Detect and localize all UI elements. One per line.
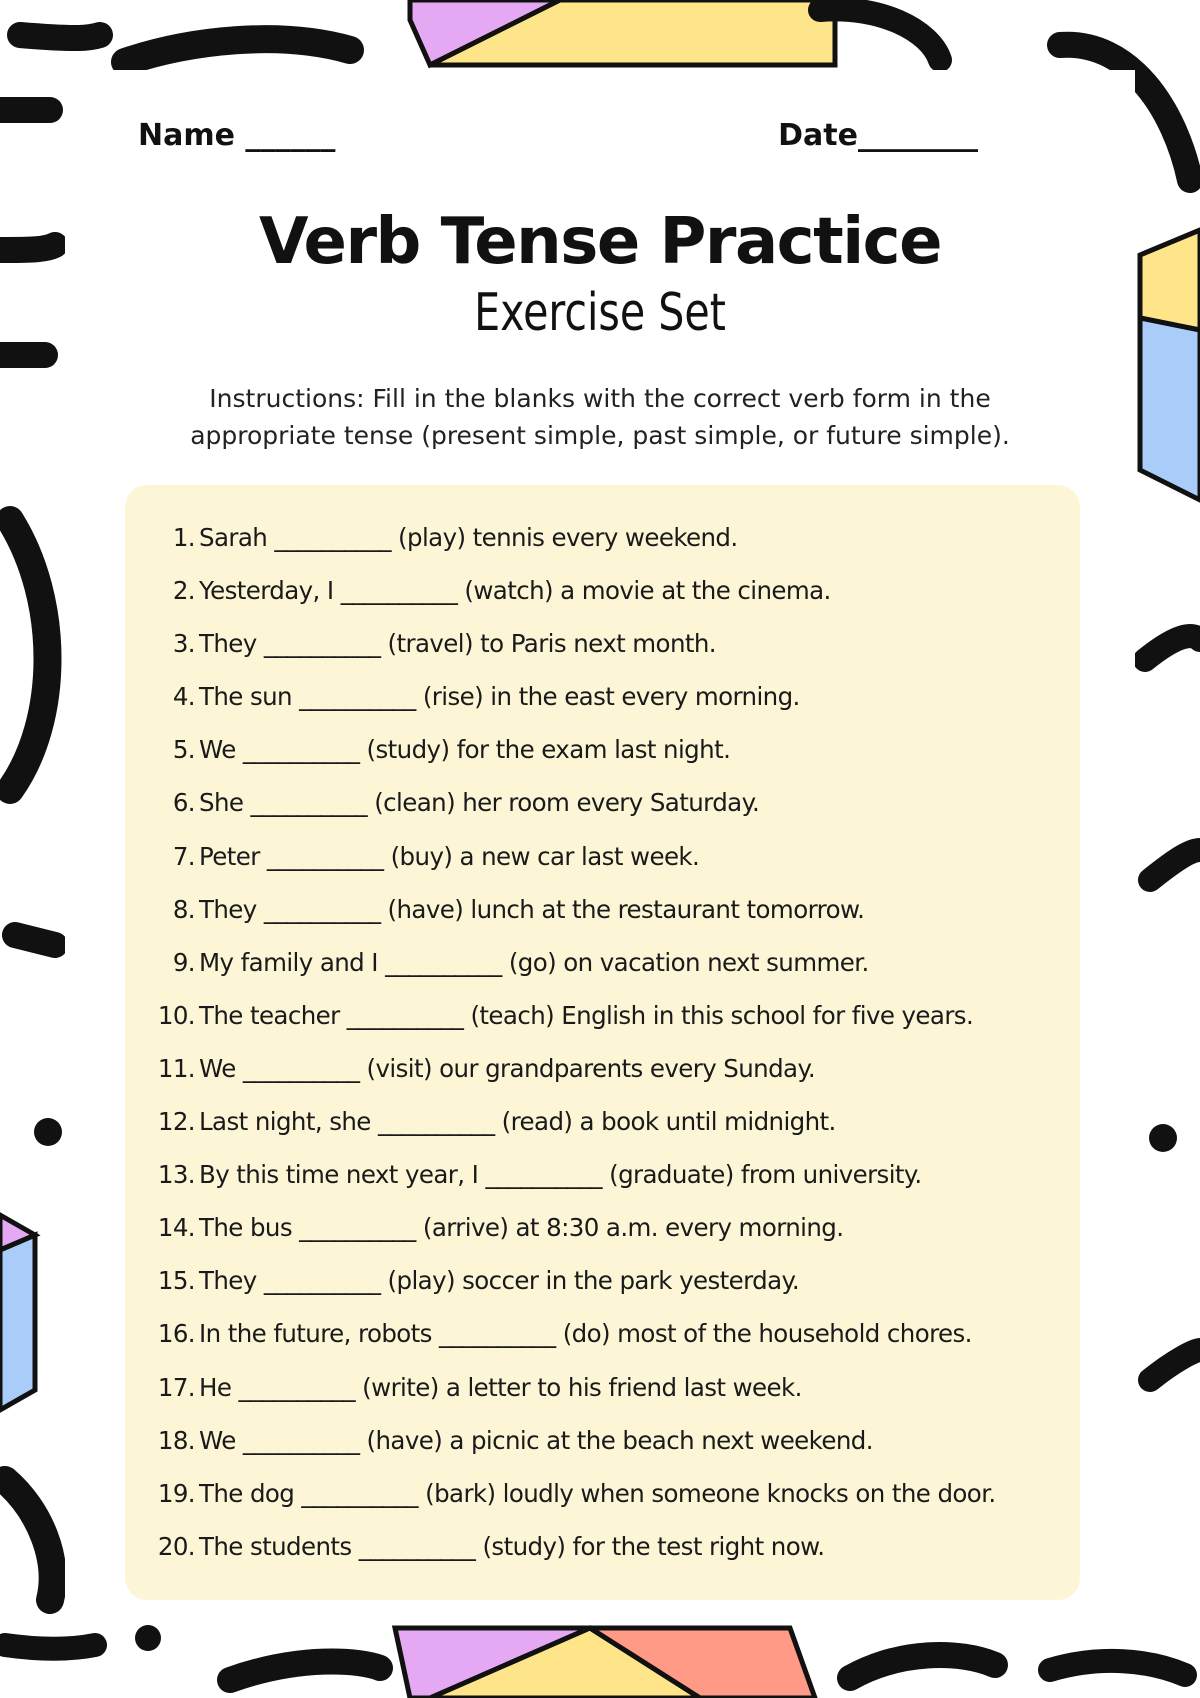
blue-cube-left — [0, 1235, 35, 1410]
exercise-text[interactable]: Peter __________ (buy) a new car last week. — [199, 841, 700, 871]
exercise-text[interactable]: He __________ (write) a letter to his friend last week. — [199, 1372, 802, 1402]
exercise-text[interactable]: The teacher __________ (teach) English in this school for five years. — [199, 1000, 974, 1030]
exercise-text[interactable]: Sarah __________ (play) tennis every weekend. — [199, 523, 738, 552]
black-squiggle-bottom-mid — [230, 1661, 380, 1680]
exercise-text[interactable]: My family and I __________ (go) on vacation next summer. — [199, 947, 869, 977]
exercise-number: 11. — [157, 1053, 195, 1083]
name-field[interactable]: Name ______ — [138, 118, 336, 153]
exercise-number: 12. — [157, 1107, 195, 1137]
exercise-item — [145, 839, 996, 892]
exercise-item — [145, 945, 996, 998]
exercise-text[interactable]: They __________ (play) soccer in the park yesterday. — [199, 1266, 800, 1296]
exercise-item — [145, 1210, 996, 1263]
exercise-number: 15. — [157, 1266, 195, 1296]
exercise-number: 9. — [172, 947, 195, 977]
exercise-number: 17. — [157, 1372, 195, 1402]
exercise-item — [145, 732, 996, 785]
exercise-text[interactable]: The students __________ (study) for the test right now. — [199, 1531, 825, 1561]
exercise-text[interactable]: Last night, she __________ (read) a book until midnight. — [199, 1107, 836, 1137]
exercise-item — [145, 1157, 996, 1210]
black-squiggle-top-left — [20, 35, 100, 38]
black-dot-left — [34, 1118, 62, 1146]
exercise-box — [125, 485, 1080, 1600]
exercise-item — [145, 1051, 996, 1104]
exercise-number: 10. — [157, 1000, 195, 1030]
exercise-item — [145, 1370, 996, 1423]
exercise-item — [145, 1263, 996, 1316]
exercise-text[interactable]: They __________ (travel) to Paris next month. — [199, 629, 716, 659]
exercise-number: 16. — [157, 1319, 195, 1349]
exercise-text[interactable]: They __________ (have) lunch at the restaurant tomorrow. — [199, 894, 865, 924]
exercise-item — [145, 1529, 996, 1582]
exercise-number: 1. — [172, 523, 195, 552]
page-subtitle: Exercise Set — [474, 283, 726, 343]
exercise-text[interactable]: The bus __________ (arrive) at 8:30 a.m. every morning. — [199, 1213, 844, 1243]
exercise-number: 6. — [172, 788, 195, 818]
exercise-item — [145, 785, 996, 838]
page-title: Verb Tense Practice — [259, 205, 941, 279]
exercise-number: 18. — [157, 1425, 195, 1455]
exercise-text[interactable]: In the future, robots __________ (do) most of the household chores. — [199, 1319, 972, 1349]
exercise-number: 13. — [157, 1160, 195, 1190]
black-arc-top-right — [820, 9, 940, 60]
exercise-text[interactable]: The sun __________ (rise) in the east every morning. — [199, 682, 800, 712]
black-arc-right-1 — [1145, 636, 1200, 660]
exercise-item — [145, 626, 996, 679]
exercise-text[interactable]: Yesterday, I __________ (watch) a movie at the cinema. — [199, 576, 831, 606]
exercise-text[interactable]: We __________ (have) a picnic at the beach next weekend. — [199, 1425, 873, 1455]
exercise-text[interactable]: We __________ (study) for the exam last night. — [199, 735, 731, 765]
black-arc-left — [10, 520, 48, 790]
exercise-number: 5. — [172, 735, 195, 765]
exercise-item — [145, 892, 996, 945]
exercise-text[interactable]: We __________ (visit) our grandparents every Sunday. — [199, 1053, 816, 1083]
black-arc-right-3 — [1150, 1350, 1200, 1380]
exercise-item — [145, 1316, 996, 1369]
exercise-number: 3. — [172, 629, 195, 659]
header-row — [138, 118, 978, 158]
exercise-text[interactable]: The dog __________ (bark) loudly when someone knocks on the door. — [199, 1478, 996, 1508]
blue-shape-right — [1140, 318, 1200, 500]
exercise-item — [145, 998, 996, 1051]
black-squiggle-bottom-right2 — [1050, 1661, 1185, 1675]
black-dot-bottom — [135, 1625, 161, 1651]
exercise-number: 20. — [157, 1531, 195, 1561]
black-squiggle-bottom-right — [850, 1655, 995, 1678]
exercise-item — [145, 520, 996, 573]
black-dot-right — [1149, 1124, 1177, 1152]
instructions-text: Instructions: Fill in the blanks with the correct verb form in the appropriate tense (present simple, past simple, or future simple). — [190, 384, 1010, 450]
exercise-number: 19. — [157, 1478, 195, 1508]
exercise-number: 14. — [157, 1213, 195, 1243]
exercise-item — [145, 1104, 996, 1157]
exercise-number: 4. — [172, 682, 195, 712]
black-arc-left-bottom — [5, 1480, 53, 1600]
black-squiggle-bottom-left — [5, 1645, 95, 1649]
date-field[interactable]: Date________ — [778, 118, 978, 153]
black-dash-left-4 — [15, 935, 55, 945]
exercise-text[interactable]: By this time next year, I __________ (graduate) from university. — [199, 1160, 922, 1190]
exercise-list — [145, 520, 996, 1582]
exercise-number: 2. — [172, 576, 195, 606]
exercise-item — [145, 679, 996, 732]
exercise-item — [145, 1423, 996, 1476]
black-squiggle-top-mid — [125, 39, 350, 62]
black-arc-right-2 — [1150, 850, 1200, 880]
exercise-item — [145, 1476, 996, 1529]
exercise-item — [145, 573, 996, 626]
exercise-number: 7. — [172, 841, 195, 871]
exercise-text[interactable]: She __________ (clean) her room every Saturday. — [199, 788, 760, 818]
exercise-number: 8. — [172, 894, 195, 924]
